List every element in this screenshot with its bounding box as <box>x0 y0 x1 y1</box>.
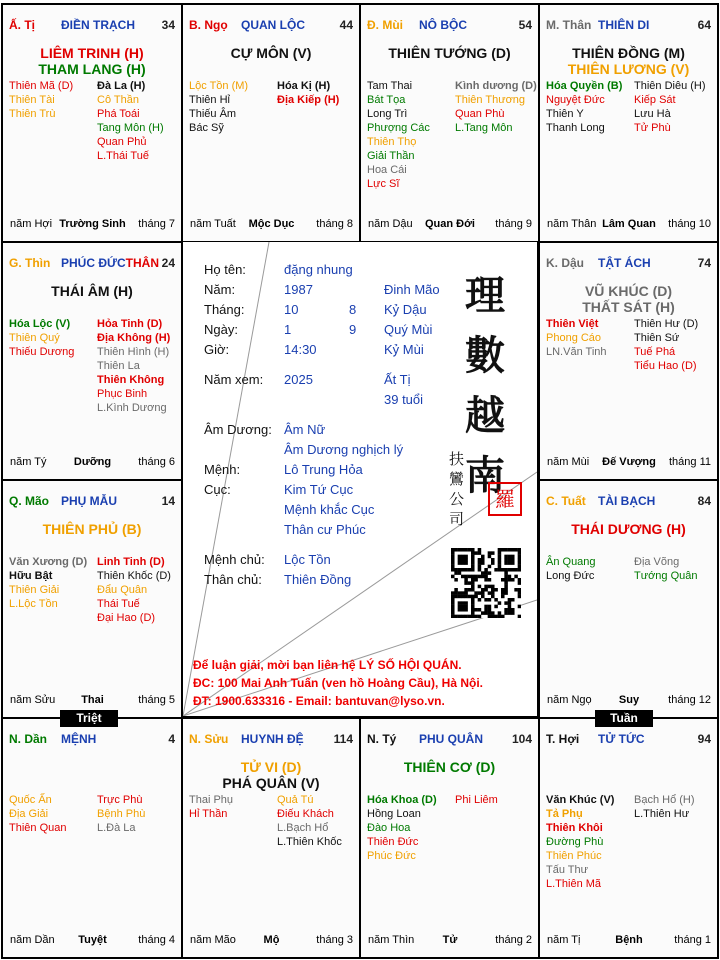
year-label: năm Tuất <box>190 218 236 230</box>
life-stage: Tử <box>442 934 458 946</box>
minor-star: L.Tang Môn <box>455 122 513 134</box>
palace-number: 4 <box>168 732 175 746</box>
info-value-canchi: Ất Tị <box>384 372 411 387</box>
info-value-canchi: Đinh Mão <box>384 282 440 297</box>
palace-tuat[interactable] <box>540 481 717 717</box>
palace-branch: Q. Mão <box>9 494 50 508</box>
info-value-canchi: Kỷ Mùi <box>384 342 424 357</box>
minor-star: Đà La (H) <box>97 80 146 92</box>
qr-code[interactable] <box>451 548 521 618</box>
major-stars <box>540 283 717 315</box>
palace-header <box>189 732 355 748</box>
minor-star: Tiểu Hao (D) <box>634 360 697 372</box>
minor-star: L.Thái Tuế <box>97 150 149 162</box>
major-star: LIÊM TRINH (H) <box>40 45 144 61</box>
life-stage: Suy <box>618 694 640 706</box>
minor-star: Thiên Hỉ <box>189 94 230 106</box>
minor-star: Thiên Khốc (D) <box>97 570 171 582</box>
minor-star: Phúc Đức <box>367 850 416 862</box>
palace-name: THIÊN DI <box>598 18 650 32</box>
life-stage: Tuyệt <box>78 934 107 946</box>
minor-star: Hóa Khoa (D) <box>367 794 437 806</box>
major-star: THẤT SÁT (H) <box>582 299 675 315</box>
minor-stars-right <box>455 793 498 807</box>
palace-ty[interactable] <box>3 5 181 241</box>
info-value: Âm Nữ <box>284 422 326 437</box>
year-label: năm Tị <box>547 934 581 946</box>
minor-star: Địa Giải <box>9 808 49 820</box>
minor-star: Thai Phụ <box>189 794 234 806</box>
palace-footer <box>10 934 175 948</box>
palace-number: 54 <box>518 18 532 32</box>
minor-stars-right <box>277 79 339 107</box>
month-label: tháng 7 <box>138 218 175 230</box>
palace-mao[interactable] <box>3 481 181 717</box>
minor-star: Thiên Đức <box>367 836 419 848</box>
minor-stars-right <box>97 793 145 835</box>
minor-stars-left <box>367 793 437 863</box>
calligraphy-char: 數 <box>465 332 505 379</box>
info-label: Họ tên: <box>204 262 246 277</box>
minor-star: Hồng Loan <box>367 808 421 820</box>
palace-branch: N. Dần <box>9 732 48 746</box>
info-label: Thân chủ: <box>204 572 262 587</box>
minor-star: Lưu Hà <box>634 108 671 120</box>
palace-dan[interactable] <box>3 719 181 957</box>
info-value: Lộc Tồn <box>284 552 331 567</box>
month-label: tháng 3 <box>316 934 353 946</box>
palace-header <box>546 732 713 748</box>
minor-stars-right <box>277 793 342 849</box>
palace-name: PHÚC ĐỨC <box>61 256 126 270</box>
minor-star: Hóa Quyền (B) <box>546 80 623 92</box>
minor-star: Thiên Hư (D) <box>634 318 699 330</box>
life-stage: Trường Sinh <box>59 218 126 230</box>
minor-stars-left <box>9 317 74 359</box>
palace-branch: N. Sửu <box>189 732 229 746</box>
palace-header <box>9 256 177 272</box>
triet-label: Triệt <box>60 710 118 727</box>
minor-star: Tuế Phá <box>634 346 676 358</box>
calligraphy-char: 越 <box>465 392 505 439</box>
year-label: năm Sửu <box>10 694 56 706</box>
minor-stars-left <box>546 317 607 359</box>
minor-star: Bát Tọa <box>367 94 406 106</box>
info-value-canchi: Quý Mùi <box>384 322 433 337</box>
palace-branch: N. Tý <box>367 732 397 746</box>
palace-mui[interactable] <box>361 5 538 241</box>
info-label: Cục: <box>204 482 231 497</box>
month-label: tháng 1 <box>674 934 711 946</box>
calligraphy-char: 南 <box>465 452 505 499</box>
minor-star: Thiên Mã (D) <box>9 80 74 92</box>
life-stage: Lâm Quan <box>602 218 656 230</box>
than-tag: THÂN <box>125 256 159 270</box>
palace-footer <box>547 934 711 948</box>
month-label: tháng 5 <box>138 694 175 706</box>
info-label: Mệnh: <box>204 462 241 477</box>
life-stage: Đế Vượng <box>602 456 656 468</box>
month-label: tháng 9 <box>495 218 532 230</box>
minor-star: Linh Tinh (D) <box>97 556 165 568</box>
month-label: tháng 11 <box>668 456 711 468</box>
major-stars <box>361 45 538 61</box>
minor-star: Quan Phủ <box>97 136 147 148</box>
minor-star: Bệnh Phù <box>97 808 146 820</box>
minor-star: Thiên Không <box>97 374 165 386</box>
contact-line: Để luận giải, mời bạn liên hệ LÝ SỐ HỘI QUÁN. <box>193 658 462 672</box>
year-label: năm Ngọ <box>547 694 592 706</box>
palace-branch: G. Thìn <box>9 256 51 270</box>
minor-star: Thiên Tài <box>9 94 55 106</box>
palace-footer <box>190 218 353 232</box>
minor-star: Nguyệt Đức <box>546 94 605 106</box>
palace-name: PHỤ MẪU <box>61 494 117 508</box>
minor-star: Đẩu Quân <box>97 584 148 596</box>
minor-star: L.Kình Dương <box>97 402 167 414</box>
month-label: tháng 10 <box>668 218 711 230</box>
palace-number: 84 <box>697 494 711 508</box>
minor-star: Phong Cáo <box>546 332 602 344</box>
minor-star: Long Trì <box>367 108 408 120</box>
minor-star: Thiên Trù <box>9 108 56 120</box>
major-star: THIÊN ĐỒNG (M) <box>572 45 685 61</box>
major-stars <box>183 759 359 791</box>
info-label: Năm: <box>204 282 236 297</box>
minor-stars-left <box>189 79 248 135</box>
major-star: THIÊN PHỦ (B) <box>42 521 142 537</box>
life-stage: Quan Đới <box>425 218 475 230</box>
minor-star: Thanh Long <box>546 122 605 134</box>
palace-branch: Ấ. Tị <box>9 18 35 32</box>
minor-star: Phượng Các <box>367 122 430 134</box>
minor-star: Điếu Khách <box>277 808 334 820</box>
palace-name: HUYNH ĐỆ <box>241 732 304 746</box>
minor-star: Thiên Khôi <box>546 822 603 834</box>
minor-star: Phục Binh <box>97 388 148 400</box>
palace-header <box>546 256 713 272</box>
palace-header <box>189 18 355 34</box>
major-star: CỰ MÔN (V) <box>230 45 312 61</box>
minor-stars-left <box>189 793 233 821</box>
year-label: năm Thân <box>547 218 597 230</box>
palace-name: TÀI BẠCH <box>598 494 656 508</box>
palace-number: 24 <box>161 256 175 270</box>
minor-star: Quan Phù <box>455 108 505 120</box>
palace-number: 104 <box>511 732 532 746</box>
minor-star: L.Thiên Khốc <box>277 836 342 848</box>
major-stars <box>183 45 359 61</box>
info-value: 1987 <box>284 282 313 297</box>
qr-pattern <box>451 548 521 618</box>
calligraphy-char: 理 <box>465 272 505 319</box>
life-stage: Mộc Dục <box>248 218 295 230</box>
info-value: đặng nhung <box>284 262 353 277</box>
info-label: Năm xem: <box>204 372 264 387</box>
palace-number: 14 <box>161 494 175 508</box>
major-stars <box>540 521 717 537</box>
minor-star: LN.Văn Tinh <box>546 346 607 358</box>
palace-header <box>367 732 534 748</box>
minor-star: Thiên Y <box>546 108 584 120</box>
side-char: 鸞 <box>449 470 465 488</box>
year-label: năm Thìn <box>368 934 415 946</box>
minor-star: Tử Phù <box>634 122 671 134</box>
minor-star: L.Bạch Hổ <box>277 822 329 834</box>
minor-star: Đào Hoa <box>367 822 411 834</box>
major-star: PHÁ QUÂN (V) <box>222 775 320 791</box>
palace-suu[interactable] <box>183 719 359 957</box>
minor-star: Kình dương (D) <box>455 80 537 92</box>
major-star: THÁI DƯƠNG (H) <box>571 521 686 537</box>
info-value: 14:30 <box>284 342 317 357</box>
minor-star: L.Thiên Mã <box>546 878 602 890</box>
month-label: tháng 4 <box>138 934 175 946</box>
info-value-lunar: 9 <box>349 322 357 337</box>
minor-star: Ân Quang <box>546 556 596 568</box>
palace-branch: K. Dậu <box>546 256 585 270</box>
palace-header <box>367 18 534 34</box>
minor-stars-right <box>634 793 695 821</box>
info-value: Âm Dương nghịch lý <box>284 442 404 457</box>
minor-stars-right <box>634 79 706 135</box>
major-star: THIÊN LƯƠNG (V) <box>567 61 690 77</box>
major-stars <box>3 521 181 537</box>
info-label: Giờ: <box>204 342 230 357</box>
minor-stars-right <box>455 79 537 135</box>
info-value-canchi: Kỷ Dậu <box>384 302 427 317</box>
minor-star: Hỏa Tinh (D) <box>97 318 163 330</box>
life-stage: Thai <box>81 694 104 706</box>
palace-branch: T. Hợi <box>546 732 580 746</box>
palace-number: 94 <box>697 732 711 746</box>
palace-footer <box>547 694 711 708</box>
major-star: THÁI ÂM (H) <box>51 283 133 299</box>
minor-star: Văn Xương (D) <box>9 556 88 568</box>
palace-name: QUAN LỘC <box>241 18 305 32</box>
side-char: 公 <box>449 490 465 508</box>
minor-stars-right <box>97 317 170 415</box>
minor-star: Giải Thần <box>367 150 415 162</box>
year-label: năm Mùi <box>547 456 590 468</box>
minor-star: Tang Môn (H) <box>97 122 164 134</box>
palace-branch: C. Tuất <box>546 494 586 508</box>
minor-stars-left <box>9 793 66 835</box>
minor-stars-left <box>9 79 73 121</box>
month-label: tháng 2 <box>495 934 532 946</box>
palace-thin[interactable] <box>3 243 181 479</box>
contact-line: ĐT: 1900.633316 - Email: bantuvan@lyso.vn. <box>193 694 445 708</box>
info-value: 2025 <box>284 372 313 387</box>
palace-name: TỬ TỨC <box>598 732 645 746</box>
palace-footer <box>10 694 175 708</box>
palace-number: 44 <box>339 18 353 32</box>
minor-star: Thiên Việt <box>546 318 599 330</box>
palace-number: 114 <box>333 732 353 746</box>
minor-star: Tam Thai <box>367 80 413 92</box>
month-label: tháng 6 <box>138 456 175 468</box>
info-label: Âm Dương: <box>204 422 272 437</box>
palace-footer <box>547 218 711 232</box>
palace-footer <box>368 934 532 948</box>
minor-star: Phi Liêm <box>455 794 498 806</box>
info-value: Lô Trung Hỏa <box>284 462 363 477</box>
minor-star: Thiếu Âm <box>189 108 237 120</box>
year-label: năm Hợi <box>10 218 53 230</box>
minor-star: Trực Phù <box>97 794 143 806</box>
minor-star: Thiên La <box>97 360 140 372</box>
info-value: Kim Tứ Cục <box>284 482 354 497</box>
minor-star: Thiên Phúc <box>546 850 602 862</box>
palace-footer <box>190 934 353 948</box>
palace-header <box>546 494 713 510</box>
minor-star: Tấu Thư <box>546 864 589 876</box>
info-value: Thiên Đồng <box>284 572 352 587</box>
side-char: 扶 <box>449 450 465 468</box>
palace-number: 74 <box>697 256 711 270</box>
minor-star: Thiên Thương <box>455 94 526 106</box>
minor-star: Hoa Cái <box>367 164 407 176</box>
palace-than[interactable] <box>540 5 717 241</box>
info-value-lunar: 8 <box>349 302 357 317</box>
minor-star: Thiên Hình (H) <box>97 346 170 358</box>
minor-star: Hóa Kị (H) <box>277 80 331 92</box>
palace-footer <box>10 218 175 232</box>
center-panel <box>183 242 537 716</box>
info-value: 1 <box>284 322 292 337</box>
palace-number: 64 <box>697 18 711 32</box>
palace-branch: B. Ngọ <box>189 18 228 32</box>
minor-star: Thiên Quan <box>9 822 67 834</box>
minor-star: Quả Tú <box>277 794 314 806</box>
palace-footer <box>368 218 532 232</box>
info-value: Mệnh khắc Cục <box>284 502 375 517</box>
info-value: 10 <box>284 302 299 317</box>
year-label: năm Tý <box>10 456 47 468</box>
year-label: năm Dần <box>10 934 55 946</box>
side-char: 司 <box>449 510 465 528</box>
minor-stars-right <box>97 79 164 163</box>
palace-ngo[interactable] <box>183 5 359 241</box>
palace-dau[interactable] <box>540 243 717 479</box>
info-label: Ngày: <box>204 322 238 337</box>
minor-star: Long Đức <box>546 570 595 582</box>
minor-star: Tướng Quân <box>634 570 698 582</box>
palace-header <box>9 732 177 748</box>
major-star: THAM LANG (H) <box>38 61 146 77</box>
minor-stars-left <box>9 555 87 611</box>
palace-number: 34 <box>161 18 175 32</box>
minor-star: Bác Sỹ <box>189 122 224 134</box>
minor-stars-right <box>97 555 171 625</box>
minor-star: Thiên Diêu (H) <box>634 80 706 92</box>
palace-header <box>9 18 177 34</box>
minor-stars-left <box>546 555 596 583</box>
info-label: Tháng: <box>204 302 245 317</box>
palace-name: PHU QUÂN <box>419 732 484 746</box>
year-label: năm Mão <box>190 934 236 946</box>
life-stage: Dưỡng <box>73 456 112 468</box>
minor-star: Thiên Giải <box>9 584 60 596</box>
palace-name: NÔ BỘC <box>419 18 467 32</box>
minor-star: Thiên Sứ <box>634 332 680 344</box>
minor-star: Tả Phụ <box>546 808 583 820</box>
minor-stars-right <box>634 317 698 373</box>
palace-name: MỆNH <box>61 732 97 746</box>
major-stars <box>361 759 538 775</box>
minor-star: L.Lộc Tồn <box>9 598 58 610</box>
minor-star: Địa Kiếp (H) <box>277 94 340 106</box>
red-seal: 羅 <box>488 482 522 516</box>
minor-star: Địa Không (H) <box>97 332 171 344</box>
minor-star: Cô Thần <box>97 94 139 106</box>
minor-star: Kiếp Sát <box>634 94 676 106</box>
contact-line: ĐC: 100 Mai Anh Tuấn (ven hồ Hoàng Cầu), Hà Nội. <box>193 676 484 690</box>
major-stars <box>540 45 717 77</box>
minor-star: Thái Tuế <box>97 598 140 610</box>
palace-ty2[interactable] <box>361 719 538 957</box>
major-stars <box>3 45 181 77</box>
major-star: THIÊN TƯỚNG (D) <box>388 45 511 61</box>
minor-stars-left <box>546 793 614 891</box>
palace-name: ĐIỀN TRẠCH <box>61 18 135 32</box>
minor-star: L.Thiên Hư <box>634 808 690 820</box>
minor-star: Thiên Thọ <box>367 136 417 148</box>
life-stage: Bệnh <box>615 934 643 946</box>
minor-star: Lực Sĩ <box>367 178 400 190</box>
month-label: tháng 12 <box>668 694 711 706</box>
minor-star: Bạch Hổ (H) <box>634 794 695 806</box>
minor-star: Đại Hao (D) <box>97 612 156 624</box>
minor-star: Quốc Ấn <box>9 794 52 806</box>
palace-branch: Đ. Mùi <box>367 18 403 32</box>
minor-stars-right <box>634 555 698 583</box>
tuan-label: Tuần <box>595 710 653 727</box>
minor-star: Đường Phù <box>546 836 604 848</box>
palace-branch: M. Thân <box>546 18 592 32</box>
major-star: THIÊN CƠ (D) <box>403 759 496 775</box>
info-value: Thân cư Phúc <box>284 522 366 537</box>
minor-star: Hỉ Thần <box>189 808 228 820</box>
life-stage: Mộ <box>263 934 280 946</box>
info-label: Mệnh chủ: <box>204 552 265 567</box>
palace-hoi[interactable] <box>540 719 717 957</box>
palace-footer <box>10 456 175 470</box>
minor-star: Lộc Tồn (M) <box>189 80 249 92</box>
year-label: năm Dậu <box>368 218 413 230</box>
palace-header <box>546 18 713 34</box>
palace-header <box>9 494 177 510</box>
minor-stars-left <box>367 79 430 191</box>
major-stars <box>3 283 181 299</box>
palace-footer <box>547 456 711 470</box>
minor-star: L.Đà La <box>97 822 136 834</box>
palace-name: TẬT ÁCH <box>598 256 651 270</box>
info-value-canchi: 39 tuổi <box>384 392 424 407</box>
minor-star: Văn Khúc (V) <box>546 794 615 806</box>
minor-star: Địa Võng <box>634 556 680 568</box>
minor-star: Hóa Lộc (V) <box>9 318 71 330</box>
major-star: VŨ KHÚC (D) <box>584 283 673 299</box>
major-star: TỬ VI (D) <box>240 759 302 775</box>
minor-star: Hữu Bật <box>9 570 53 582</box>
minor-star: Thiếu Dương <box>9 346 75 358</box>
minor-star: Thiên Quý <box>9 332 60 344</box>
minor-star: Phá Toái <box>97 108 140 120</box>
month-label: tháng 8 <box>316 218 353 230</box>
minor-stars-left <box>546 79 622 135</box>
